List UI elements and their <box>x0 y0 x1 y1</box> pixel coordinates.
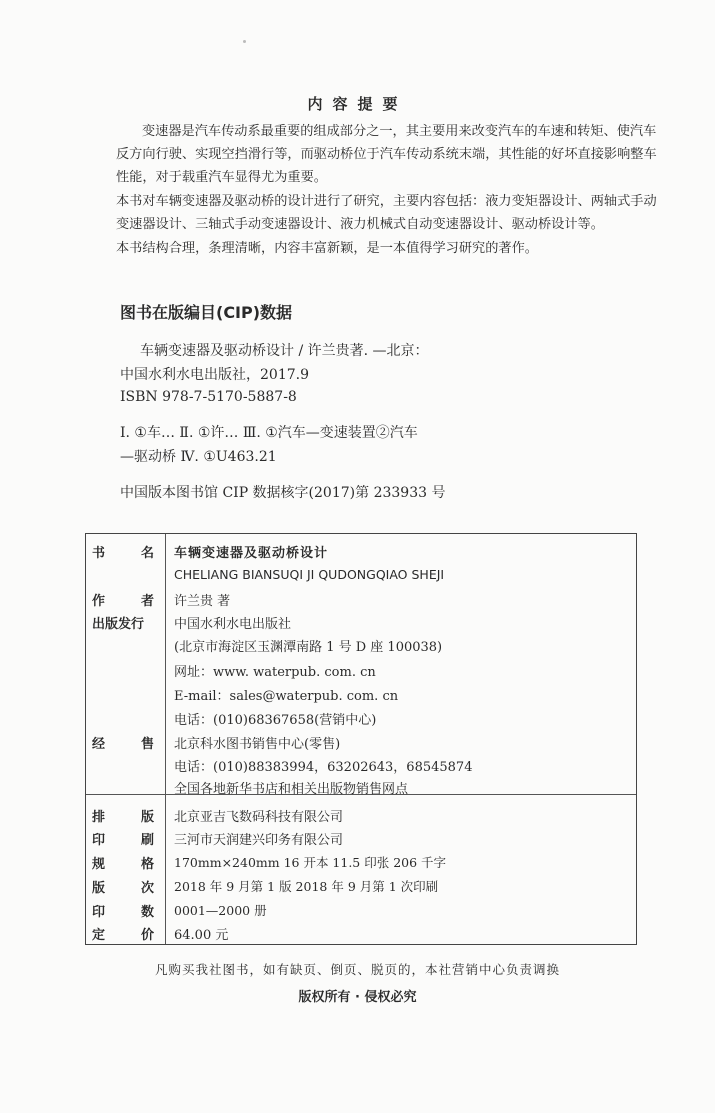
cip-isbn: ISBN 978-7-5170-5887-8 <box>120 389 297 405</box>
price: 64.00 元 <box>174 928 229 943</box>
book-title: 车辆变速器及驱动桥设计 <box>174 546 329 561</box>
label-typeset: 排 版 <box>92 810 154 825</box>
label-book-title: 书 名 <box>92 546 154 561</box>
pencil-mark <box>243 40 246 43</box>
distributor: 北京科水图书销售中心(零售) <box>174 737 341 752</box>
printer: 三河市天润建兴印务有限公司 <box>174 833 344 848</box>
cip-line-2: 中国水利水电出版社，2017.9 <box>120 367 309 383</box>
author: 许兰贵 著 <box>174 594 231 609</box>
copies: 0001—2000 册 <box>174 903 267 918</box>
publisher: 中国水利水电出版社 <box>174 617 292 632</box>
typesetter: 北京亚吉飞数码科技有限公司 <box>174 810 344 825</box>
email: E-mail：sales@waterpub. com. cn <box>174 689 399 704</box>
phone-marketing: 电话：(010)68367658(营销中心) <box>174 713 377 728</box>
summary-paragraph-1 <box>116 120 664 189</box>
label-publisher: 出版发行 <box>92 617 145 632</box>
cip-classification-2: —驱动桥 Ⅳ. ①U463.21 <box>120 449 277 465</box>
table-divider <box>165 534 166 944</box>
label-author: 作 者 <box>92 594 154 609</box>
label-edition: 版 次 <box>92 881 154 896</box>
distributor-phone: 电话：(010)88383994，63202643，68545874 <box>174 760 473 775</box>
summary-paragraph-3 <box>116 237 664 260</box>
book-pinyin: CHELIANG BIANSUQI JI QUDONGQIAO SHEJI <box>174 567 445 582</box>
distributor-network: 全国各地新华书店和相关出版物销售网点 <box>174 782 409 797</box>
website: 网址：www. waterpub. com. cn <box>174 665 376 680</box>
cip-line-1: 车辆变速器及驱动桥设计 / 许兰贵著. —北京： <box>140 343 429 359</box>
label-spec: 规 格 <box>92 857 154 872</box>
copyright-table <box>85 533 637 945</box>
edition: 2018 年 9 月第 1 版 2018 年 9 月第 1 次印刷 <box>174 879 439 894</box>
summary-paragraph-1-text: 变速器是汽车传动系最重要的组成部分之一，其主要用来改变汽车的车速和转矩、使汽车反方向行驶、实现空挡滑行等，而驱动桥位于汽车传动系统末端，其性能的好坏直接影响整车性能，对于载重汽车显得尤为重要。 <box>116 124 657 185</box>
spec: 170mm×240mm 16 开本 11.5 印张 206 千字 <box>174 855 447 870</box>
label-printer: 印 刷 <box>92 833 154 848</box>
copyright-notice: 版权所有 · 侵权必究 <box>298 990 417 1005</box>
summary-title: 内容提要 <box>307 95 408 113</box>
cip-classification-1: Ⅰ. ①车… Ⅱ. ①许… Ⅲ. ①汽车—变速装置②汽车 <box>120 425 418 441</box>
summary-paragraph-3-text: 本书结构合理，条理清晰，内容丰富新颖，是一本值得学习研究的著作。 <box>116 241 538 256</box>
replacement-notice: 凡购买我社图书，如有缺页、倒页、脱页的，本社营销中心负责调换 <box>154 962 560 977</box>
label-distributor: 经 售 <box>92 737 154 752</box>
label-price: 定 价 <box>92 928 154 943</box>
cip-record-number: 中国版本图书馆 CIP 数据核字(2017)第 233933 号 <box>120 485 446 501</box>
summary-paragraph-2-text: 本书对车辆变速器及驱动桥的设计进行了研究，主要内容包括：液力变矩器设计、两轴式手动变速器设计、三轴式手动变速器设计、液力机械式自动变速器设计、驱动桥设计等。 <box>116 194 657 232</box>
label-copies: 印 数 <box>92 905 154 920</box>
cip-heading: 图书在版编目(CIP)数据 <box>120 303 293 322</box>
publisher-address: (北京市海淀区玉渊潭南路 1 号 D 座 100038) <box>174 640 443 655</box>
summary-paragraph-2 <box>116 190 664 236</box>
